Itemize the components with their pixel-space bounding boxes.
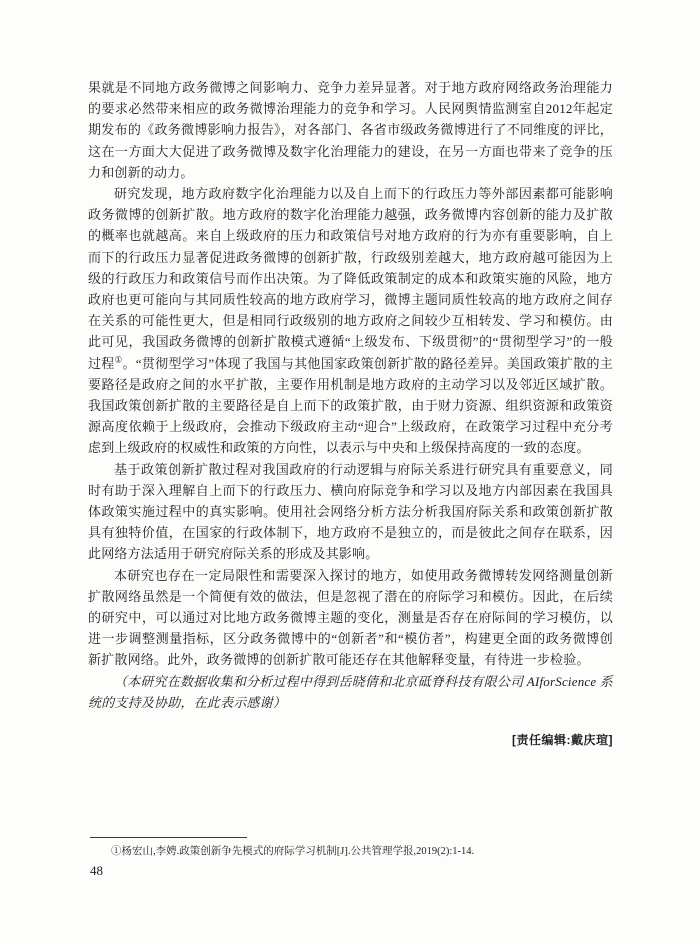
paragraph-2-text: 研究发现，地方政府数字化治理能力以及自上而下的行政压力等外部因素都可能影响政务微博的创新扩散。地方政府的数字化治理能力越强，政务微博内容创新的能力及扩散的概率也就越高。来自上级政府的压力和政策信号对地方政府的行为亦有重要影响，自上而下的行政压力显著促进政务微博的创新扩散，行政级别差越大，地方政府越可能因为上级的行政压力和政策信号而作出决策。为了降低政策制定的成本和政策实施的风险，地方政府也更可能向与其同质性较高的地方政府学习，微博主题同质性较高的地方政府之间存在关系的可能性更大，但是相同行政级别的地方政府之间较少互相转发、学习和模仿。由此可见，我国政务微博的创新扩散模式遵循“上级发布、下级贯彻”的“贯彻型学习”的一般过程 [88, 186, 613, 371]
paragraph-2 [88, 183, 613, 459]
footnote-citation: ①杨宏山,李娉.政策创新争先模式的府际学习机制[J].公共管理学报,2019(2):1-14. [111, 846, 475, 857]
paragraph-1: 果就是不同地方政务微博之间影响力、竞争力差异显著。对于地方政府网络政务治理能力的要求必然带来相应的政务微博治理能力的竞争和学习。人民网舆情监测室自2012年起定期发布的《政务微博影响力报告》，对各部门、各省市级政务微博进行了不同维度的评比，这在一方面大大促进了政务微博及数字化治理能力的建设，在另一方面也带来了竞争的压力和创新的动力。 [88, 80, 613, 180]
page-number: 48 [90, 863, 103, 878]
paragraph-2-continued: 。“贯彻型学习”体现了我国与其他国家政策创新扩散的路径差异。美国政策扩散的主要路径是政府之间的水平扩散，主要作用机制是地方政府的主动学习以及邻近区域扩散。我国政策创新扩散的主要路径是自上而下的政策扩散，由于财力资源、组织资源和政策资源高度依赖于上级政府，会推动下级政府主动“迎合”上级政府，在政策学习过程中充分考虑到上级政府的权威性和政策的方向性，以表示与中央和上级保持高度的一致的态度。 [88, 355, 614, 456]
acknowledgment-note: （本研究在数据收集和分析过程中得到岳晓倩和北京砥脊科技有限公司 AIforScience 系统的支持及协助，在此表示感谢） [88, 673, 613, 710]
paragraph-3: 基于政策创新扩散过程对我国政府的行动逻辑与府际关系进行研究具有重要意义，同时有助于深入理解自上而下的行政压力、横向府际竞争和学习以及地方内部因素在我国具体政策实施过程中的真实影响。使用社会网络分析方法分析我国府际关系和政策创新扩散具有独特价值，在国家的行政体制下，地方政府不是独立的，而是彼此之间存在联系，因此网络方法适用于研究府际关系的形成及其影响。 [88, 461, 613, 562]
editor-credit: [责任编辑:戴庆瑄] [512, 733, 613, 748]
footnote-divider [90, 837, 247, 838]
paragraph-4: 本研究也存在一定局限性和需要深入探讨的地方，如使用政务微博转发网络测量创新扩散网络虽然是一个简便有效的做法，但是忽视了潜在的府际学习和模仿。因此，在后续的研究中，可以通过对比地方政务微博主题的变化，测量是否存在府际间的学习模仿，以进一步调整测量指标，区分政务微博中的“创新者”和“模仿者”，构建更全面的政务微博创新扩散网络。此外，政务微博的创新扩散可能还存在其他解释变量，有待进一步检验。 [88, 567, 613, 668]
footnote-ref-marker: ① [114, 354, 123, 365]
article-body [88, 77, 613, 751]
footnote-area [90, 837, 613, 859]
